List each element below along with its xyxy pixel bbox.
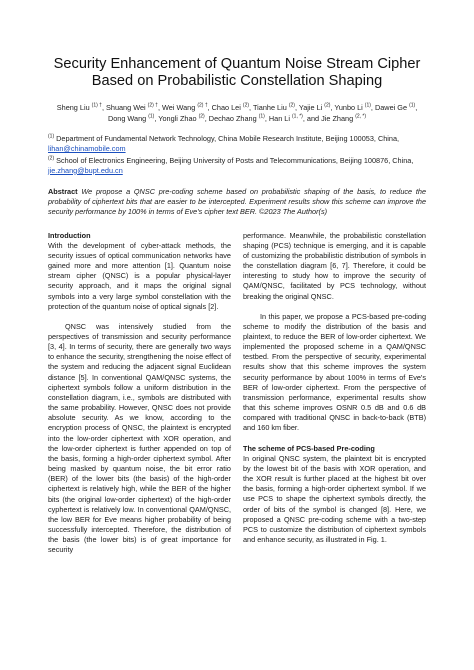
paragraph: performance. Meanwhile, the probabilistic constellation shaping (PCS) technique is emerging, and it is capable of customizing the probabilistic distribution of symbols in the constellation diagram [6, 7]. Therefore, it could be interesting to study how to improve the security of QAM/QNSC, facilitated by PCS technology, without breaking the original QNSC. [243,230,426,301]
author: Dechao Zhang $^{(1)}$ [208,113,265,123]
author: Tianhe Liu $^{(2)}$ [252,102,295,112]
paragraph: In original QNSC system, the plaintext bit is encrypted by the lowest bit of the basis with XOR operation, and the XOR result is further placed at the highest bit over the basis, forming a high-order ciphertext symbol. If we use PCS to shape the ciphertext symbols directly, the order of bits of the symbol is changed [8]. Here, we proposed a QNSC pre-coding scheme with a two-step PCS to customize the distribution of ciphertext symbols and enhance security, as illustrated in Fig. 1. [243,453,426,544]
author: Sheng Liu $^{(1) \dagger}$ [56,102,102,112]
author: Yongli Zhao $^{(2)}$ [158,113,205,123]
section-heading: Introduction [48,230,91,240]
right-column [243,231,426,556]
author: Chao Lei $^{(2)}$ [211,102,250,112]
author: Dawei Ge $^{(1)}$ [374,102,416,112]
affiliation: $^{(1)}$ Department of Fundamental Network Technology, China Mobile Research Institute, Beijing 100053, China, lihan@chinamobile.com [48,133,400,154]
author: Shuang Wei $^{(2) \dagger}$ [106,102,158,112]
body-columns [48,231,426,556]
email-link[interactable]: lihan@chinamobile.com [48,144,126,154]
paper-title: Security Enhancement of Quantum Noise Stream Cipher Based on Probabilistic Constellation Shaping [53,56,421,89]
author: Han Li $^{(1, *)}$ [268,113,303,123]
author: Dong Wang $^{(1)}$ [107,113,155,123]
author: Yajie Li $^{(2)}$ [298,102,331,112]
affiliation: $^{(2)}$ School of Electronics Engineering, Beijing University of Posts and Telecommunications, Beijing 100876, China, jie.zhang@bupt.edu.cn [48,155,414,175]
author: Jie Zhang $^{(2, *)}$ [321,113,367,123]
abstract-text: We propose a QNSC pre-coding scheme based on probabilistic shaping of the basis, to reduce the probability of ciphertext bits that are easier to be intercepted. Experiment results show this scheme can improve the security performance by 100% in terms of Eve's cipher text BER. ©2023 The Author(s) [48,187,426,217]
paragraph: In this paper, we propose a PCS-based pre-coding scheme to modify the distribution of the basis and plaintext, to reduce the BER of low-order ciphertext. We implemented the proposed scheme in a QAM/QNSC testbed. From the perspective of security, experimental results show that this scheme improves the system security performance by about 100% in terms of Eve's BER of low-order ciphertext. From the perspective of transmission performance, experimental results show that this scheme improves OSNR 0.5 dB and 0.6 dB compared with traditional QNSC in back-to-back (BTB) and 160 km fiber. [243,311,426,433]
abstract [48,187,426,218]
paragraph: With the development of cyber-attack methods, the security issues of optical communication networks have gained more and more attention [1]. Quantum noise stream cipher (QNSC) is a popular physical-layer security approach, and it maps the original signal symbols into a very large symbol constellation with the protection of the quantum noise of optical signals [2]. [48,240,231,311]
author: Yunbo Li $^{(1)}$ [334,102,371,112]
author: Wei Wang $^{(2) \dagger}$ [162,102,208,112]
email-link[interactable]: jie.zhang@bupt.edu.cn [48,165,123,175]
abstract-label: Abstract [48,187,78,196]
author-list: Sheng Liu $^{(1) \dagger}$, Shuang Wei $^{(2) \dagger}$, Wei Wang $^{(2) \dagger}$, Chao Lei $^{(2)}$, Tianhe Liu $^{(2)}$, Yajie Li $^{(2)}$, Yunbo Li $^{(1)}$, Dawei Ge $^{(1)}$, Dong Wang $^{(1)}$, Yongli Zhao $^{(2)}$, Dechao Zhang $^{(1)}$, Han Li $^{(1, *)}$, and Jie Zhang $^{(2, *)}$ [56,102,418,123]
paragraph: QNSC was intensively studied from the perspectives of transmission and security performance [3, 4]. In terms of security, there are generally two ways to enhance the security, strengthening the noise effect of the system and reducing the adjacent signal Euclidean distance [5]. In conventional QAM/QNSC systems, the ciphertext symbols follow a uniform distribution in the constellation diagram, i.e., symbols are distributed with the same probability. However, QNSC does not provide absolute security. As we know, according to the encryption process of QNSC, the plaintext is encrypted into the low-order ciphertext with XOR operation, and the low-order ciphertext is further appended on top of the basis, forming a high-order ciphertext symbol. After being masked by quantum noise, the bit error ratio (BER) of the lower bits (the basis) of the high-order ciphertext is relatively high, while the BER of the higher bits (the original low-order ciphertext) of the high-order cyphertext is relatively low. In conventional QAM/QNSC, the low BER for Eve means higher probability of being successfully intercepted. Therefore, the distribution of the basis (the lower bits) is of great importance for security [48,321,231,555]
left-column [48,231,231,556]
section-heading: The scheme of PCS-based Pre-coding [243,443,375,453]
affiliations [48,134,426,176]
